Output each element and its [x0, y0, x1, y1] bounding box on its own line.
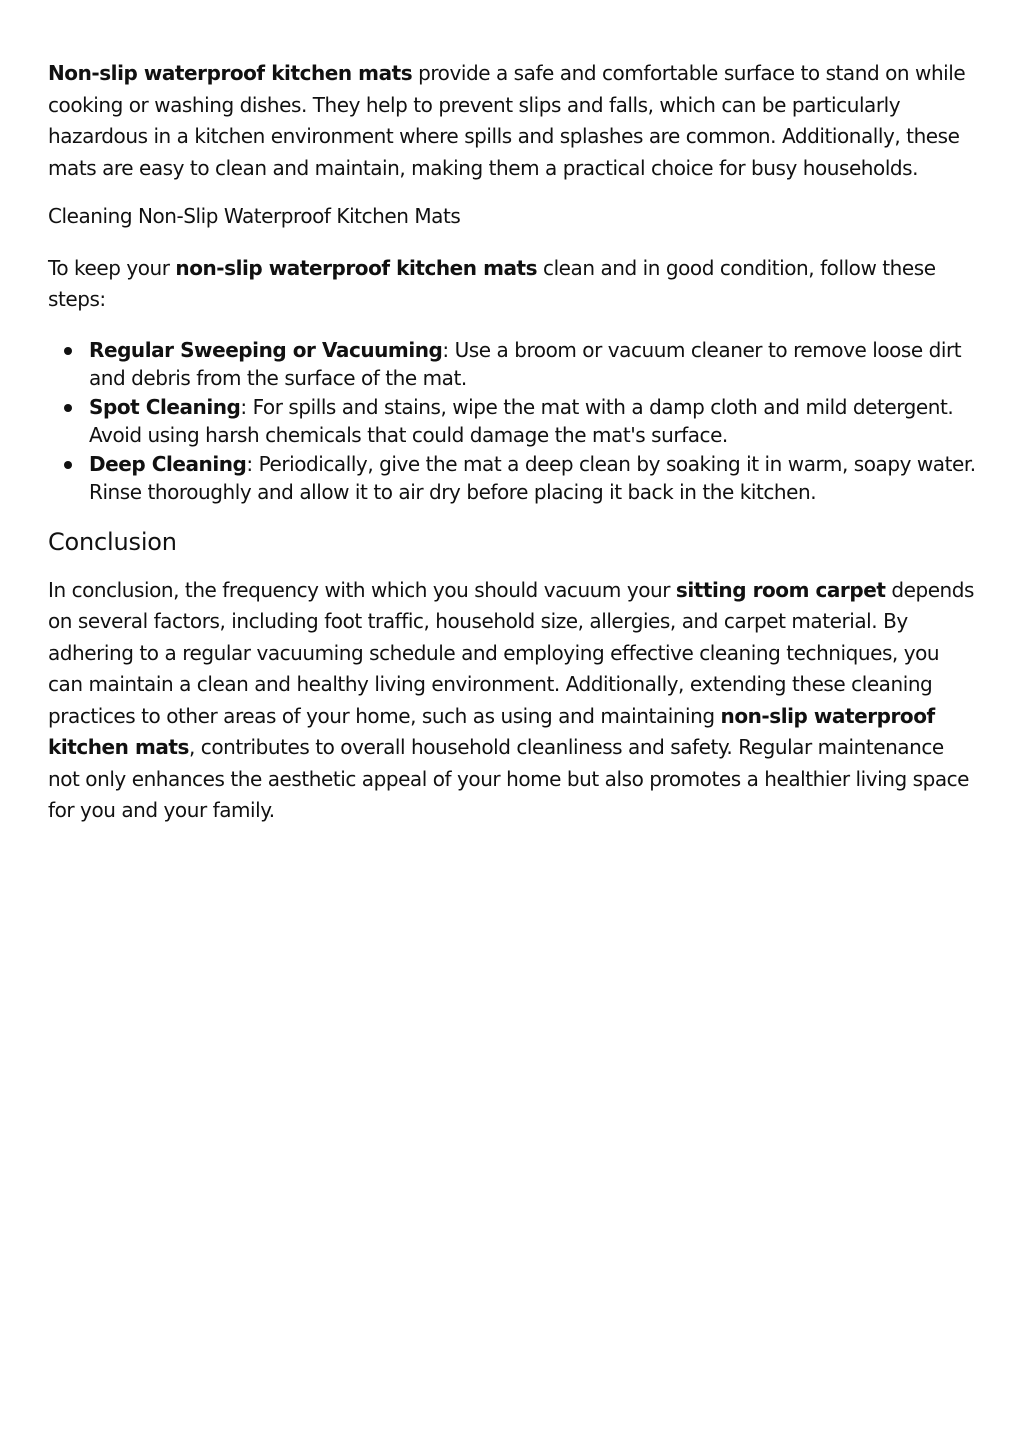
- list-item: [89, 336, 976, 393]
- intro-bold-phrase: Non-slip waterproof kitchen mats: [48, 61, 413, 85]
- step-text: : Periodically, give the mat a deep clean by soaking it in warm, soapy water. Rinse thoroughly and allow it to air dry before placing it back in the kitchen.: [89, 451, 976, 504]
- steps-intro-before: To keep your: [48, 255, 176, 280]
- step-title: Deep Cleaning: [89, 451, 247, 476]
- conclusion-heading: Conclusion: [48, 527, 177, 556]
- step-text: : Use a broom or vacuum cleaner to remove loose dirt and debris from the surface of the mat.: [89, 337, 962, 390]
- intro-text: provide a safe and comfortable surface to stand on while cooking or washing dishes. They help to prevent slips and falls, which can be particularly hazardous in a kitchen environment where spills and splashes are common. Additionally, these mats are easy to clean and maintain, making them a practical choice for busy households.: [48, 61, 966, 180]
- conclusion-text-2: depends on several factors, including foot traffic, household size, allergies, and carpet material. By adhering to a regular vacuuming schedule and employing effective cleaning techniques, you can maintain a clean and healthy living environment. Additionally, extending these cleaning practices to other areas of your home, such as using and maintaining: [48, 577, 974, 728]
- steps-intro-bold-phrase: non-slip waterproof kitchen mats: [175, 255, 538, 280]
- step-title: Spot Cleaning: [89, 394, 241, 419]
- conclusion-bold-1: sitting room carpet: [675, 577, 886, 602]
- step-title: Regular Sweeping or Vacuuming: [89, 337, 443, 362]
- steps-intro-paragraph: [48, 253, 976, 316]
- conclusion-bold-2: non-slip waterproof kitchen mats: [48, 703, 935, 759]
- bullet-icon: [64, 404, 72, 412]
- conclusion-text-3: , contributes to overall household cleanliness and safety. Regular maintenance not only enhances the aesthetic appeal of your home but also promotes a healthier living space for you and your family.: [48, 735, 970, 822]
- cleaning-steps-list: [48, 336, 976, 507]
- bullet-icon: [64, 461, 72, 469]
- conclusion-text-1: In conclusion, the frequency with which you should vacuum your: [48, 577, 676, 602]
- cleaning-heading: Cleaning Non-Slip Waterproof Kitchen Mats: [48, 204, 461, 228]
- list-item: [89, 450, 976, 507]
- list-item: [89, 393, 976, 450]
- bullet-icon: [64, 347, 72, 355]
- step-text: : For spills and stains, wipe the mat with a damp cloth and mild detergent. Avoid using harsh chemicals that could damage the mat's surface.: [89, 394, 954, 447]
- intro-paragraph: [48, 58, 976, 184]
- steps-intro-after: clean and in good condition, follow these steps:: [48, 255, 936, 311]
- conclusion-paragraph: [48, 575, 976, 827]
